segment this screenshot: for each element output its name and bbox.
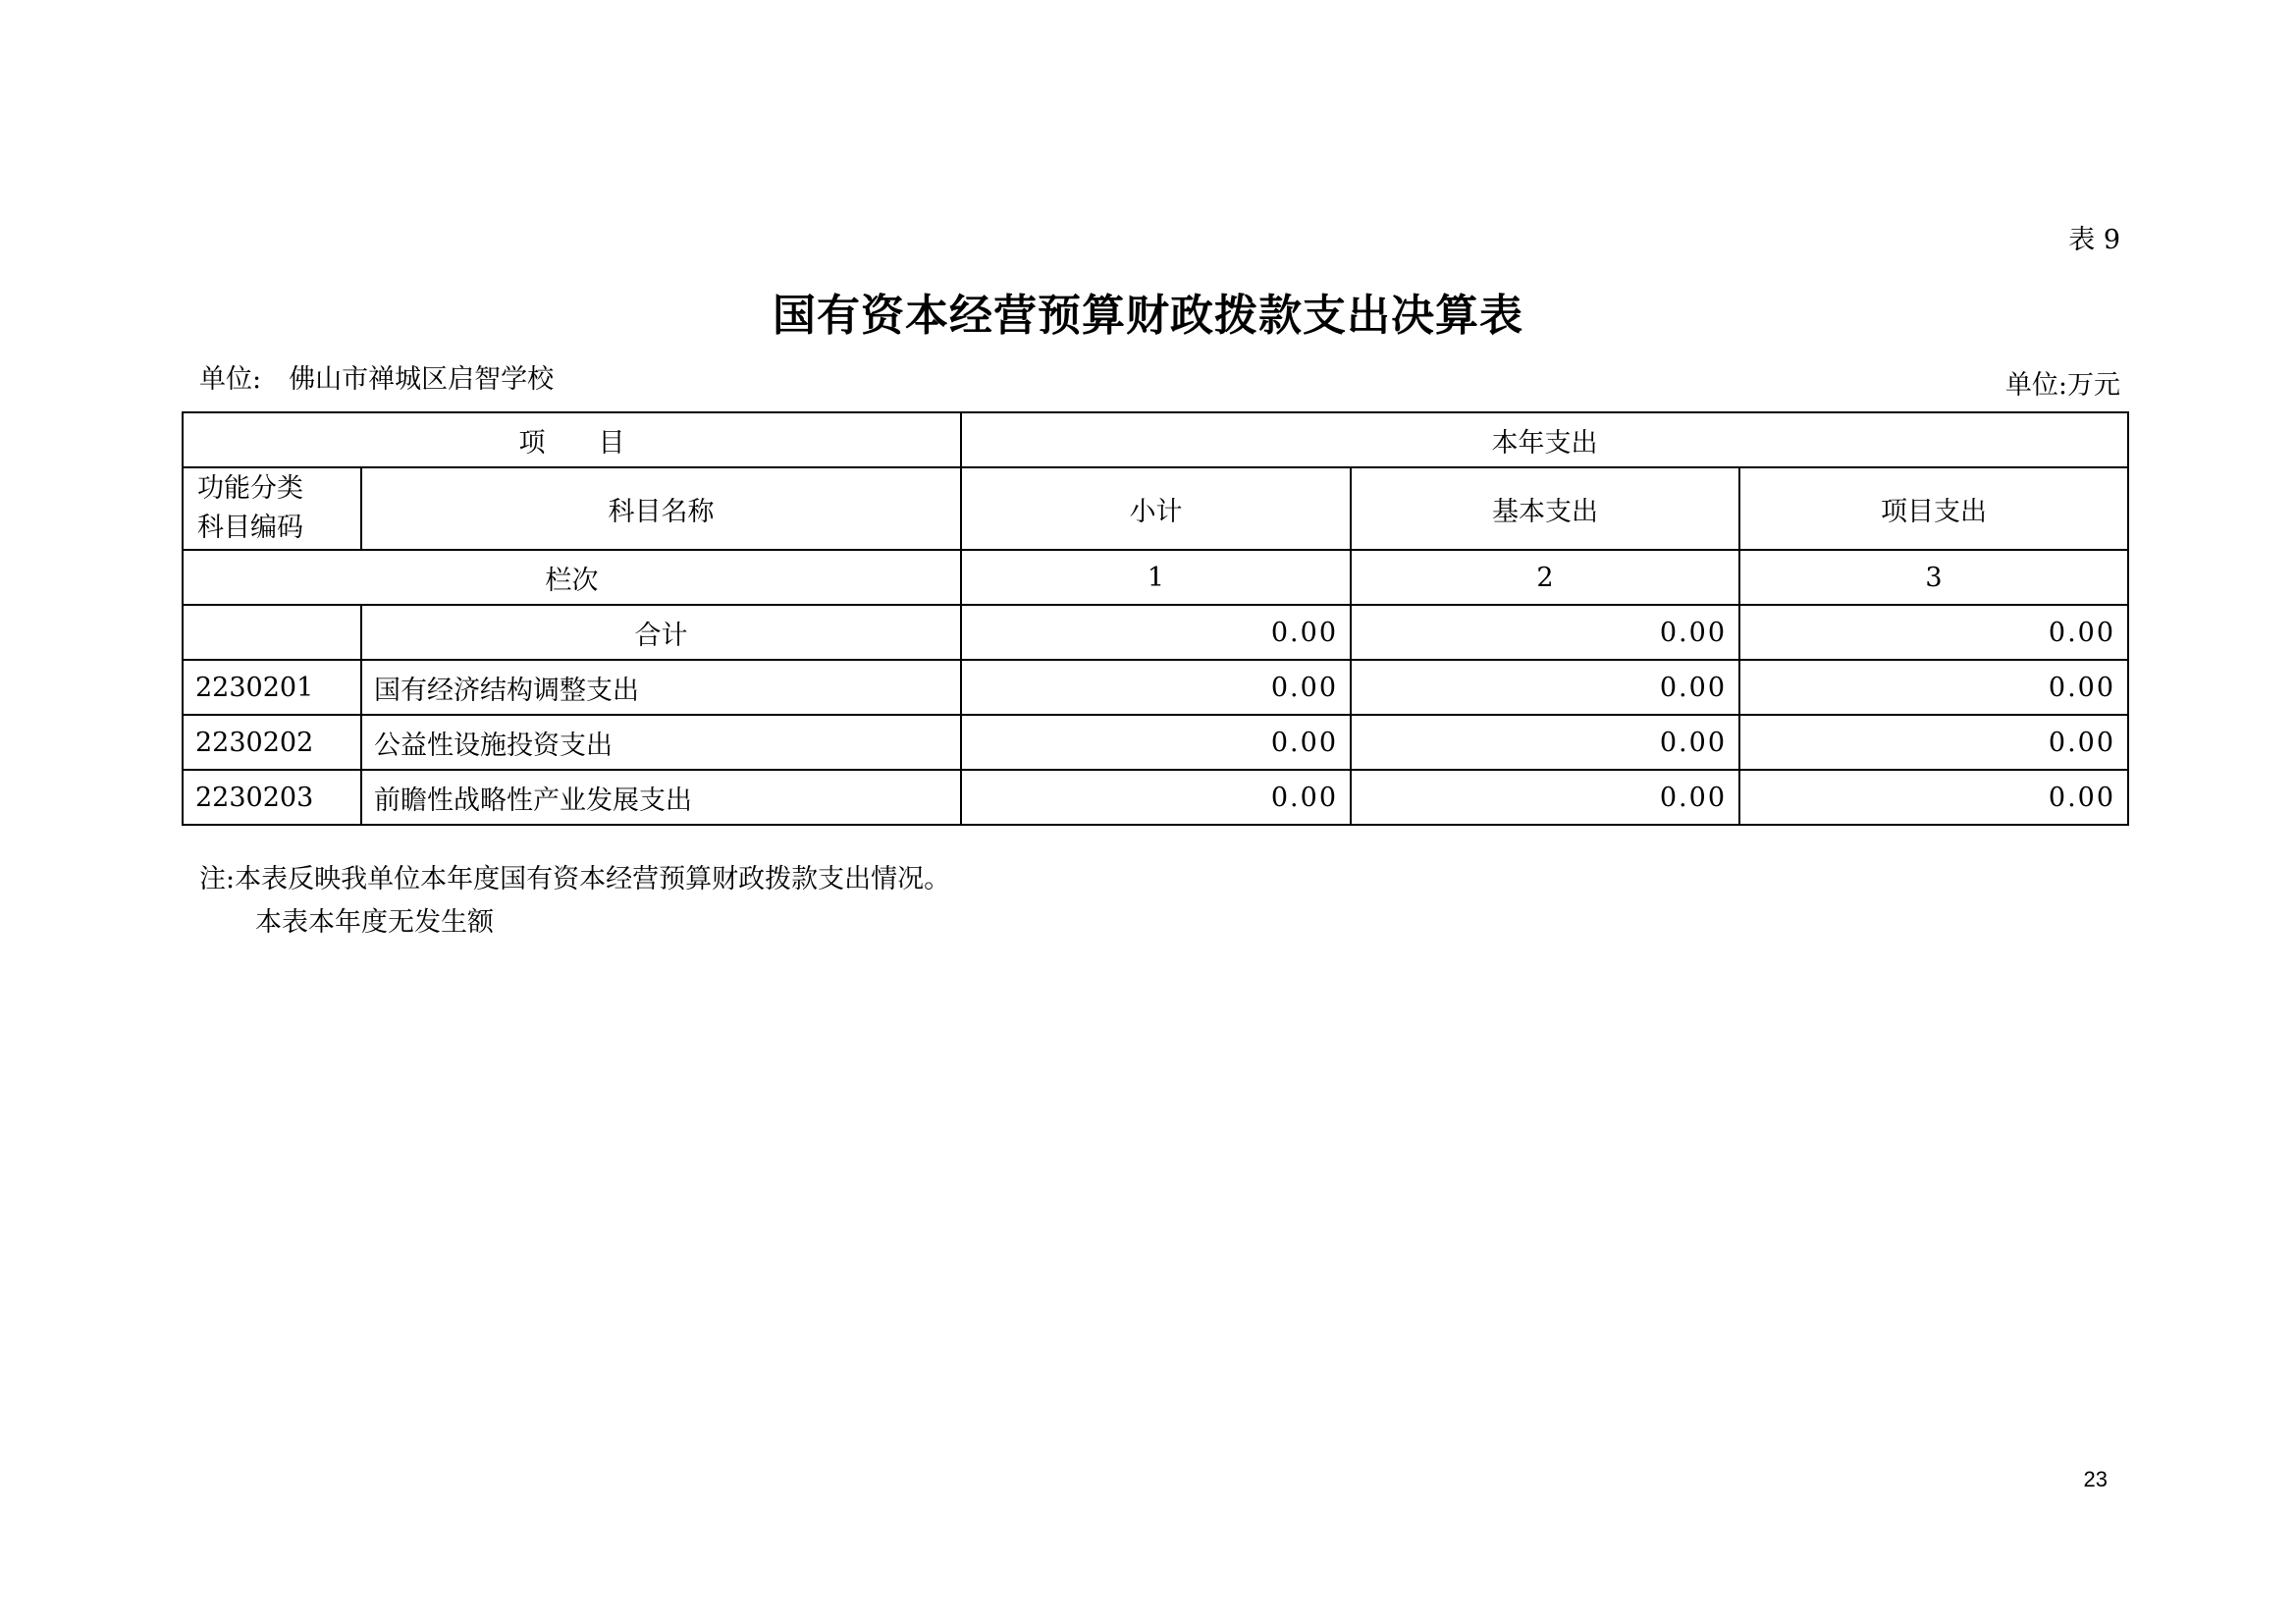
row-project: 0.00 [1739, 715, 2128, 770]
header-current-year: 本年支出 [961, 412, 2128, 467]
total-basic: 0.00 [1351, 605, 1739, 660]
total-subtotal: 0.00 [961, 605, 1351, 660]
row-name: 前瞻性战略性产业发展支出 [361, 770, 961, 825]
total-label: 合计 [361, 605, 961, 660]
table-row [183, 660, 2128, 715]
row-code: 2230201 [183, 660, 361, 715]
header-item: 项 目 [183, 412, 961, 467]
header-code-line2: 科目编码 [197, 513, 303, 543]
page-title: 国有资本经营预算财政拨款支出决算表 [773, 291, 1523, 341]
total-row [183, 605, 2128, 660]
table-row [183, 770, 2128, 825]
row-code: 2230203 [183, 770, 361, 825]
column-order-row [183, 550, 2128, 605]
header-subtotal: 小计 [961, 467, 1351, 550]
organization-label: 单位: [199, 364, 262, 395]
footnote-line-2: 本表本年度无发生额 [255, 907, 494, 938]
budget-table [182, 411, 2129, 826]
row-basic: 0.00 [1351, 660, 1739, 715]
row-subtotal: 0.00 [961, 715, 1351, 770]
row-subtotal: 0.00 [961, 770, 1351, 825]
column-order-2: 2 [1351, 550, 1739, 605]
row-basic: 0.00 [1351, 715, 1739, 770]
column-order-3: 3 [1739, 550, 2128, 605]
table-number: 表 9 [2068, 225, 2120, 255]
row-subtotal: 0.00 [961, 660, 1351, 715]
column-order-1: 1 [961, 550, 1351, 605]
row-basic: 0.00 [1351, 770, 1739, 825]
header-row-2 [183, 467, 2128, 550]
row-project: 0.00 [1739, 770, 2128, 825]
header-basic: 基本支出 [1351, 467, 1739, 550]
table-row [183, 715, 2128, 770]
header-subject-name: 科目名称 [361, 467, 961, 550]
footnote-line-1: 注:本表反映我单位本年度国有资本经营预算财政拨款支出情况。 [199, 864, 951, 894]
unit-label: 单位:万元 [2004, 370, 2120, 401]
organization [199, 357, 554, 396]
row-name: 国有经济结构调整支出 [361, 660, 961, 715]
header-code-line1: 功能分类 [197, 473, 303, 504]
total-project: 0.00 [1739, 605, 2128, 660]
header-project: 项目支出 [1739, 467, 2128, 550]
total-code [183, 605, 361, 660]
header-code [183, 467, 361, 550]
page-number: 23 [2083, 1467, 2108, 1491]
header-row-1 [183, 412, 2128, 467]
column-order-label: 栏次 [183, 550, 961, 605]
footnote [199, 858, 950, 945]
row-project: 0.00 [1739, 660, 2128, 715]
row-code: 2230202 [183, 715, 361, 770]
organization-name: 佛山市禅城区启智学校 [289, 364, 555, 395]
row-name: 公益性设施投资支出 [361, 715, 961, 770]
